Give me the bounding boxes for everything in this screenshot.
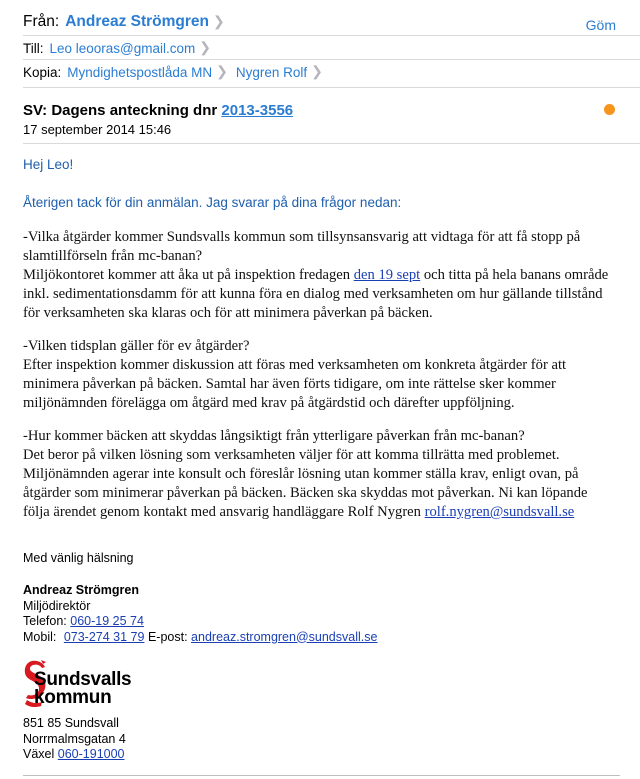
mobile-row <box>23 630 377 646</box>
answer-line: för verksamheten ska klaras och för att minimera påverkan på bäcken. <box>23 305 433 321</box>
text-line <box>23 503 626 522</box>
address-line: 851 85 Sundsvall <box>23 716 119 730</box>
question-2-block <box>23 337 626 413</box>
sender-name[interactable]: Andreaz Strömgren <box>65 13 210 30</box>
handler-email-link[interactable]: rolf.nygren@sundsvall.se <box>424 504 575 520</box>
from-row <box>23 13 640 31</box>
address-block <box>23 716 126 763</box>
subject-line <box>23 102 293 119</box>
phone-link[interactable]: 060-19 25 74 <box>70 614 144 628</box>
hide-details-button[interactable]: Göm <box>585 17 616 33</box>
text-line: Det beror på vilken lösning som verksamheten väljer för att komma tillrätta med problemet. <box>23 447 560 463</box>
answer-line <box>23 266 626 285</box>
regards: Med vänlig hälsning <box>23 551 134 565</box>
switchboard-row <box>23 747 126 763</box>
text-line: -Vilken tidsplan gäller för ev åtgärder? <box>23 338 250 354</box>
bottom-divider <box>23 775 620 776</box>
text-line: miljönämnden förelägga om åtgärd med krav på åtgärdstid och därefter uppföljning. <box>23 395 515 411</box>
phone-row <box>23 614 377 630</box>
cc-label: Kopia: <box>23 65 62 80</box>
question-1-block <box>23 228 626 323</box>
mobile-link[interactable]: 073-274 31 79 <box>63 629 145 644</box>
case-number-link[interactable]: 2013-3556 <box>221 102 294 119</box>
answer-line: inkl. sedimentationsdamm för att kunna föra en dialog med verksamheten om hur gällande tillstånd <box>23 286 603 302</box>
message-date: 17 september 2014 15:46 <box>23 122 172 137</box>
cc-recipient[interactable]: Myndighetspostlåda MN <box>67 65 213 80</box>
date-link[interactable]: den 19 sept <box>353 267 421 283</box>
from-label: Från: <box>23 13 60 30</box>
answer-text: och titta på hela banans område <box>420 267 609 283</box>
text-fragment: följa ärendet genom kontakt med ansvarig handläggare Rolf Nygren <box>23 504 425 520</box>
logo-line: Sundsvalls <box>34 669 132 690</box>
signature-name: Andreaz Strömgren <box>23 583 139 597</box>
switchboard-label: Växel <box>23 747 55 761</box>
question-line: -Vilka åtgärder kommer Sundsvalls kommun som tillsynsansvarig att vidtaga för att få stopp på <box>23 229 581 245</box>
divider <box>23 59 640 60</box>
question-line: slamtillförseln från mc-banan? <box>23 248 203 264</box>
mobile-label: Mobil: <box>23 629 57 644</box>
phone-label: Telefon: <box>23 614 67 628</box>
signature-block <box>23 583 377 645</box>
logo-wordmark <box>34 671 131 707</box>
text-line: minimera påverkan på bäcken. Samtal har även förts tidigare, om inte rättelse sker kommer <box>23 376 556 392</box>
divider <box>23 35 640 36</box>
divider <box>23 143 640 144</box>
chevron-right-icon[interactable]: ❯ <box>199 39 212 55</box>
cc-row <box>23 64 640 81</box>
to-label: Till: <box>23 41 44 56</box>
chevron-right-icon[interactable]: ❯ <box>213 12 225 29</box>
text-line: Efter inspektion kommer diskussion att föras med verksamheten om konkreta åtgärder för att <box>23 357 567 373</box>
subject-text: SV: Dagens anteckning dnr <box>23 102 218 119</box>
address-line: Norrmalmsgatan 4 <box>23 731 126 746</box>
to-recipient[interactable]: Leo leooras@gmail.com <box>49 41 196 56</box>
to-row <box>23 40 640 57</box>
unread-dot-icon[interactable] <box>604 104 615 115</box>
text-line: Miljönämnden agerar inte konsult och föreslår lösning utan kommer ställa krav, enligt ovan, på <box>23 466 579 482</box>
cc-recipient[interactable]: Nygren Rolf <box>235 65 308 80</box>
logo-line: kommun <box>34 687 112 708</box>
intro-text: Återigen tack för din anmälan. Jag svarar på dina frågor nedan: <box>23 195 402 210</box>
chevron-right-icon[interactable]: ❯ <box>216 63 228 79</box>
greeting: Hej Leo! <box>23 157 74 172</box>
signature-title: Miljödirektör <box>23 598 91 613</box>
answer-text: Miljökontoret kommer att åka ut på inspektion fredagen <box>23 267 354 283</box>
divider <box>23 87 640 88</box>
text-line: åtgärder som minimerar påverkan på bäcken. Bäcken ska skyddas mot påverkan. Ni kan löpande <box>23 485 588 501</box>
question-3-block <box>23 427 626 522</box>
email-label: E-post: <box>147 629 188 644</box>
chevron-right-icon[interactable]: ❯ <box>311 63 323 79</box>
text-line: -Hur kommer bäcken att skyddas långsiktigt från ytterligare påverkan från mc-banan? <box>23 428 525 444</box>
switchboard-link[interactable]: 060-191000 <box>57 747 125 761</box>
email-link[interactable]: andreaz.stromgren@sundsvall.se <box>191 629 378 644</box>
